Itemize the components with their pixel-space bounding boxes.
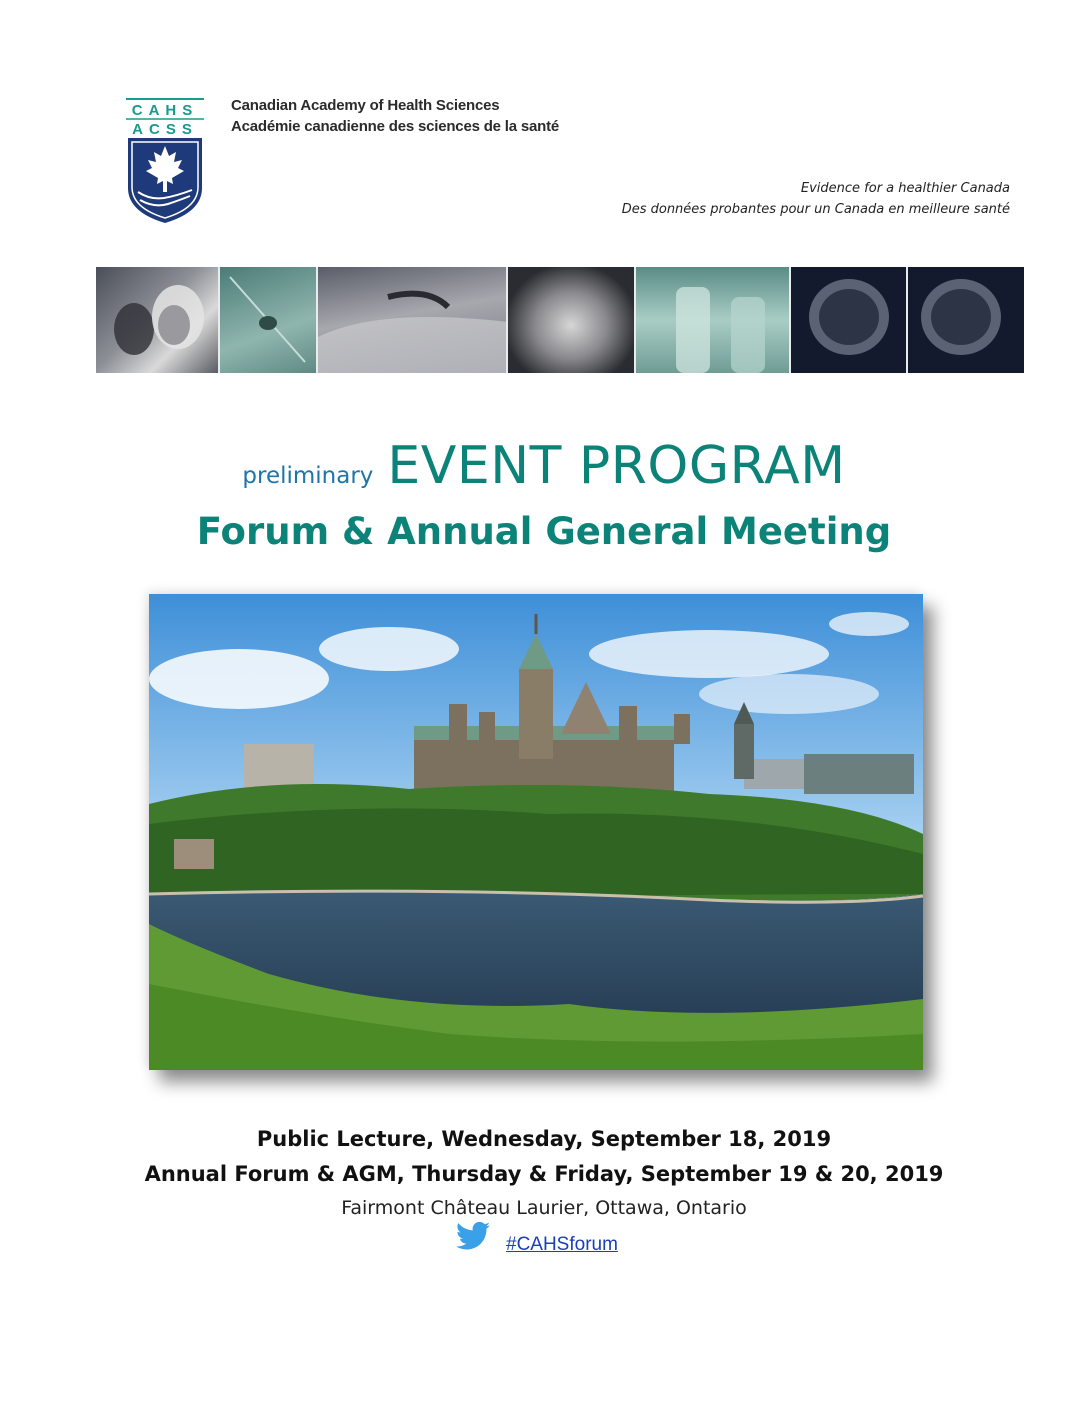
banner-photo-people [96, 267, 220, 373]
banner-photo-petri-dish [508, 267, 636, 373]
banner-photo-injection [318, 267, 508, 373]
program-subtitle: Forum & Annual General Meeting [196, 510, 892, 553]
logo-line2: ACSS [132, 121, 198, 138]
banner-image-strip [96, 267, 1024, 373]
cahs-logo [124, 96, 206, 224]
event-venue: Fairmont Château Laurier, Ottawa, Ontario [341, 1197, 747, 1219]
parliament-hill-photo [149, 594, 923, 1070]
organization-name-en: Canadian Academy of Health Sciences [231, 97, 500, 114]
tagline-fr: Des données probantes pour un Canada en meilleure santé [621, 202, 1010, 217]
tagline [622, 178, 1010, 220]
title-main: EVENT PROGRAM [387, 436, 846, 496]
title-prefix: preliminary [242, 463, 374, 489]
banner-photo-brain-scans [791, 267, 1024, 373]
twitter-icon [456, 1221, 490, 1256]
banner-photo-vials [636, 267, 791, 373]
hashtag-link[interactable]: #CAHSforum [506, 1234, 618, 1255]
tagline-en: Evidence for a healthier Canada [800, 181, 1010, 196]
event-details [0, 1122, 1088, 1224]
logo-line1: CAHS [131, 102, 199, 119]
annual-forum-date: Annual Forum & AGM, Thursday & Friday, September 19 & 20, 2019 [144, 1162, 944, 1186]
public-lecture-date: Public Lecture, Wednesday, September 18, 2019 [256, 1127, 832, 1151]
banner-photo-microscope [220, 267, 318, 373]
social-section [456, 1220, 618, 1256]
organization-names [231, 95, 559, 137]
organization-name-fr: Académie canadienne des sciences de la santé [231, 118, 560, 135]
program-title [0, 436, 1088, 496]
